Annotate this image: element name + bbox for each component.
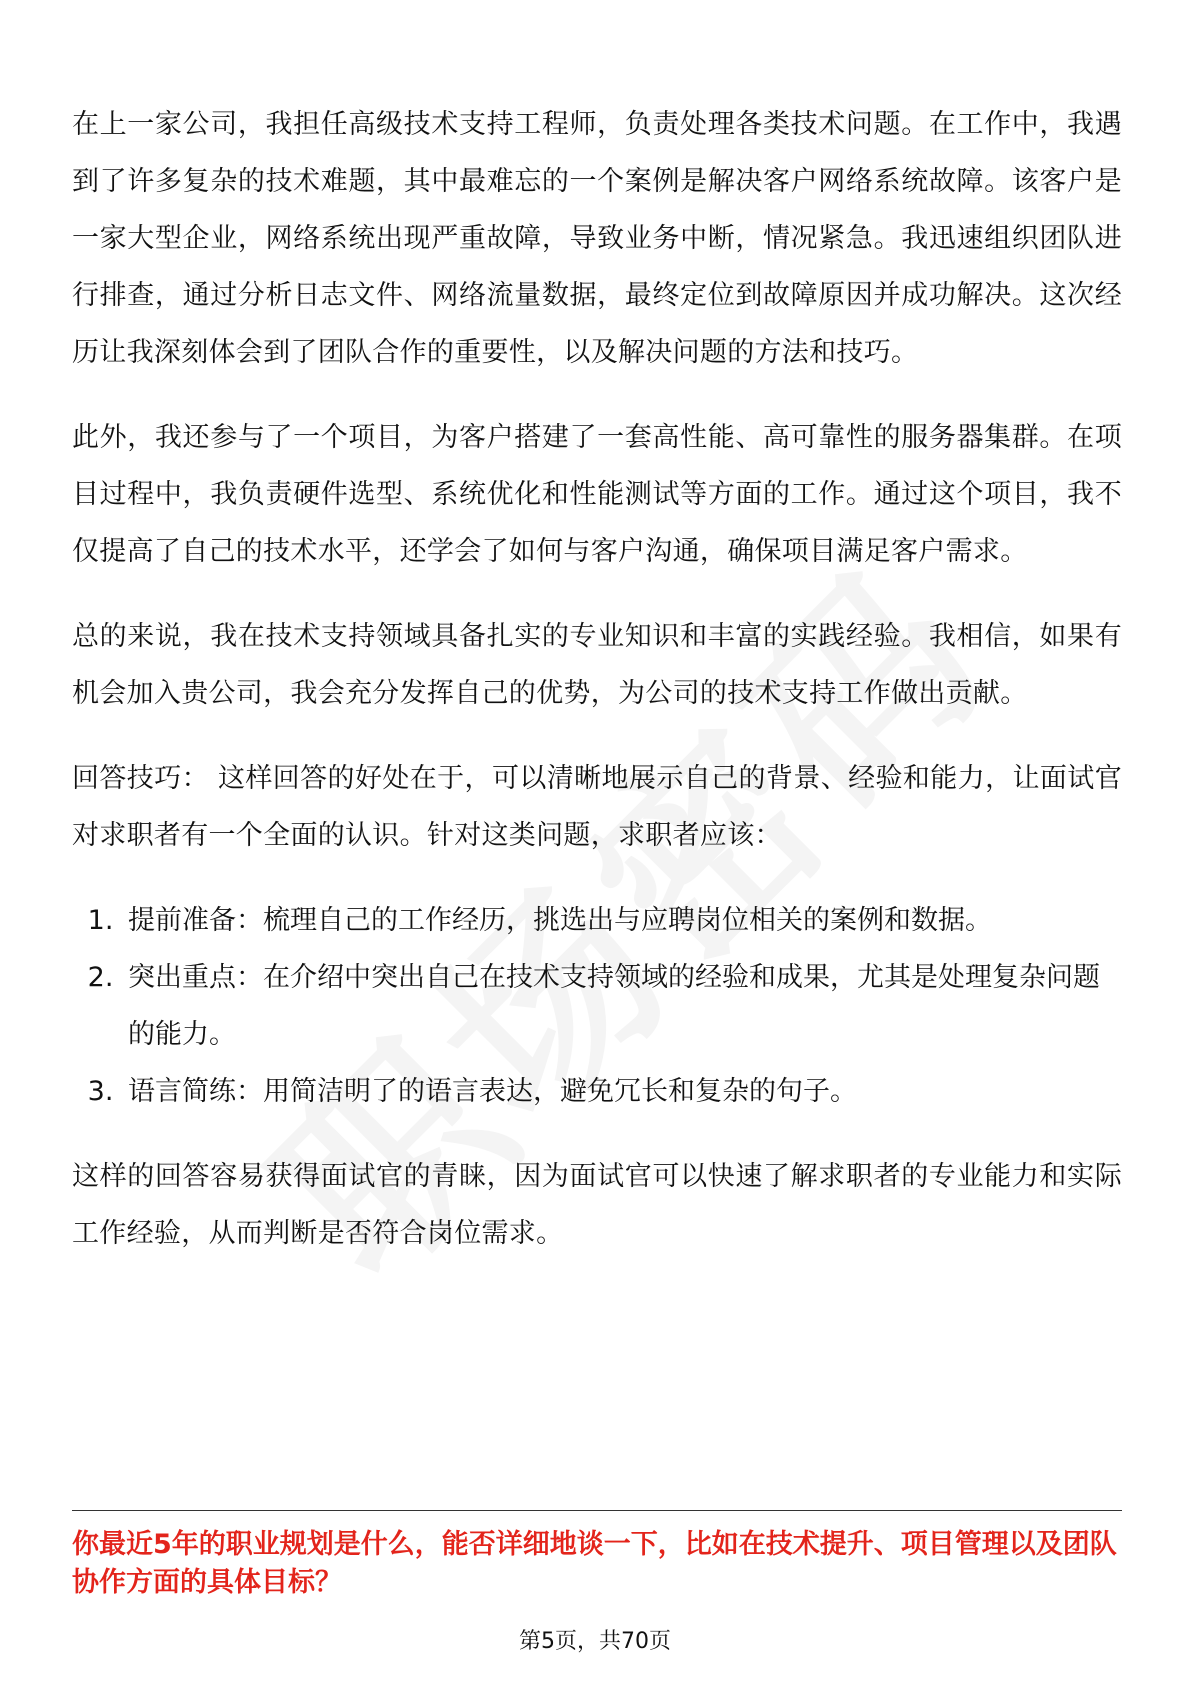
- list-item: 2. 突出重点：在介绍中突出自己在技术支持领域的经验和成果，尤其是处理复杂问题的能力。: [122, 949, 1122, 1063]
- document-body: [72, 96, 1122, 1290]
- page-number: 第5页，共70页: [519, 1629, 671, 1654]
- tips-list: [72, 892, 1122, 1120]
- paragraph-conclusion: 这样的回答容易获得面试官的青睐，因为面试官可以快速了解求职者的专业能力和实际工作经验，从而判断是否符合岗位需求。: [72, 1161, 1122, 1249]
- next-question-heading: 你最近5年的职业规划是什么，能否详细地谈一下，比如在技术提升、项目管理以及团队协作方面的具体目标？: [72, 1529, 1117, 1598]
- paragraph-experience: 在上一家公司，我担任高级技术支持工程师，负责处理各类技术问题。在工作中，我遇到了许多复杂的技术难题，其中最难忘的一个案例是解决客户网络系统故障。该客户是一家大型企业，网络系统出现严重故障，导致业务中断，情况紧急。我迅速组织团队进行排查，通过分析日志文件、网络流量数据，最终定位到故障原因并成功解决。这次经历让我深刻体会到了团队合作的重要性，以及解决问题的方法和技巧。: [72, 109, 1122, 368]
- paragraph-project: 此外，我还参与了一个项目，为客户搭建了一套高性能、高可靠性的服务器集群。在项目过程中，我负责硬件选型、系统优化和性能测试等方面的工作。通过这个项目，我不仅提高了自己的技术水平，还学会了如何与客户沟通，确保项目满足客户需求。: [72, 422, 1122, 567]
- paragraph-summary: 总的来说，我在技术支持领域具备扎实的专业知识和丰富的实践经验。我相信，如果有机会加入贵公司，我会充分发挥自己的优势，为公司的技术支持工作做出贡献。: [72, 621, 1122, 709]
- list-item: 1. 提前准备：梳理自己的工作经历，挑选出与应聘岗位相关的案例和数据。: [122, 892, 1122, 949]
- list-item: 3. 语言简练：用简洁明了的语言表达，避免冗长和复杂的句子。: [122, 1063, 1122, 1120]
- section-divider: [72, 1510, 1122, 1511]
- paragraph-answer-tips: 回答技巧： 这样回答的好处在于，可以清晰地展示自己的背景、经验和能力，让面试官对求职者有一个全面的认识。针对这类问题，求职者应该：: [72, 763, 1122, 851]
